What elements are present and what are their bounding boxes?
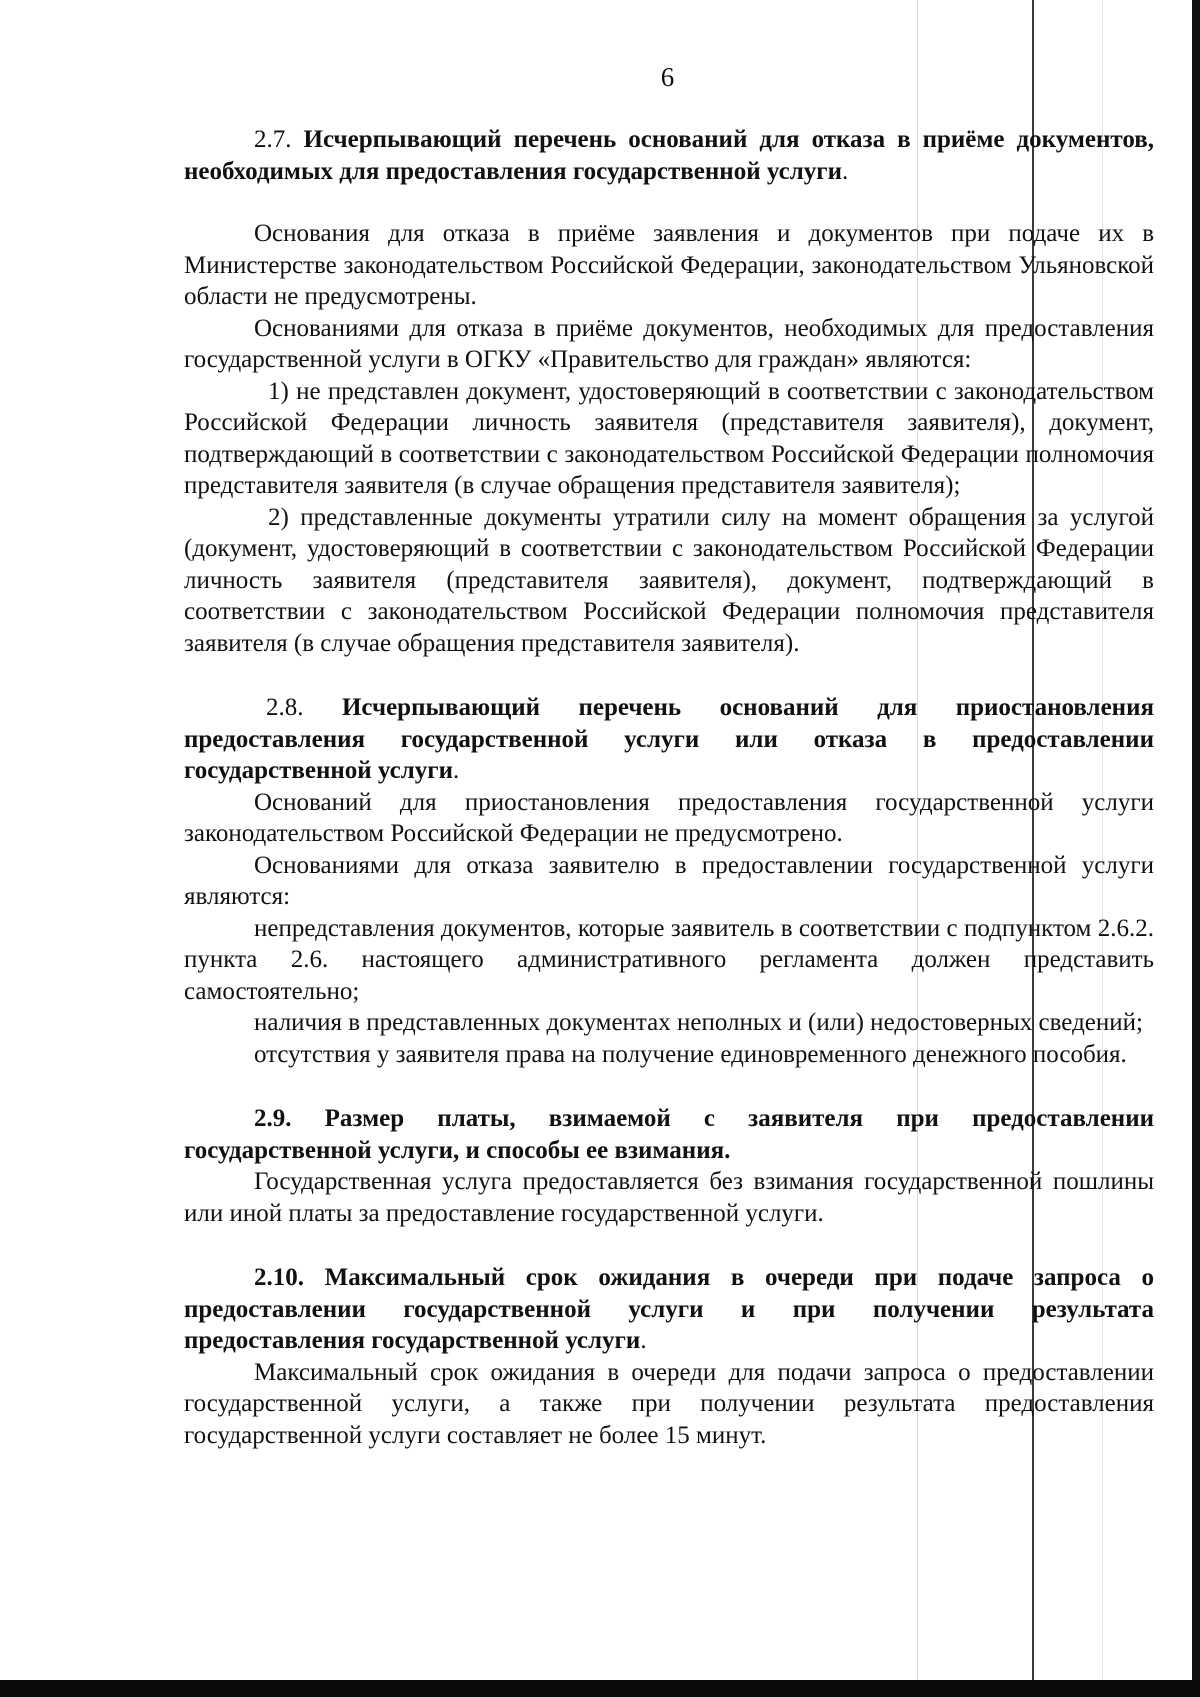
section-number: 2.8. [266, 694, 304, 721]
paragraph: Максимальный срок ожидания в очереди для подачи запроса о предоставлении государственной услуги, а также при получении результата предоставления государственной услуги составляет не более 15 минут. [184, 1358, 1154, 1449]
section-heading-2-9 [184, 1103, 1154, 1166]
paragraph: Государственная услуга предоставляется без взимания государственной пошлины или иной платы за предоставление государственной услуги. [184, 1168, 1154, 1227]
section-heading-2-10: 2.10. Максимальный срок ожидания в очереди при подаче запроса о предоставлении государственной услуги и при получении результата предоставления государственной услуги. [184, 1264, 1154, 1354]
section-title: Размер платы, взимаемой с заявителя при предоставлении государственной услуги, и способы ее взимания. [184, 1105, 1154, 1164]
section-heading-2-8: 2.8. Исчерпывающий перечень оснований для приостановления предоставления государственной услуги или отказа в предоставлении государственной услуги. [184, 694, 1155, 784]
section-title: Исчерпывающий перечень оснований для приостановления предоставления государственной услуги или отказа в предоставлении государственной услуги [184, 694, 1155, 784]
paragraph: Оснований для приостановления предоставления государственной услуги законодательством Российской Федерации не предусмотрено. [184, 788, 1154, 847]
page-number: 6 [660, 62, 675, 92]
list-item: отсутствия у заявителя права на получение единовременного денежного пособия. [254, 1040, 1127, 1068]
paragraph: Основаниями для отказа заявителю в предоставлении государственной услуги являются: [184, 851, 1154, 910]
scan-edge [1192, 0, 1200, 1697]
paragraph: Основаниями для отказа в приёме документов, необходимых для предоставления государственной услуги в ОГКУ «Правительство для граждан» являются: [184, 314, 1154, 373]
list-item: 2) представленные документы утратили силу на момент обращения за услугой (документ, удостоверяющий в соответствии с законодательством Российской Федерации личность заявителя (представителя заявителя), документ, подтверждающий в соответствии с законодательством Российской Федерации полномочия представителя заявителя (в случае обращения представителя заявителя). [184, 503, 1154, 657]
list-item: 1) не представлен документ, удостоверяющий в соответствии с законодательством Российской Федерации личность заявителя (представителя заявителя), документ, подтверждающий в соответствии с законодательством Российской Федерации полномочия представителя заявителя (в случае обращения представителя заявителя); [184, 377, 1154, 499]
section-title: Исчерпывающий перечень оснований для отказа в приёме документов, необходимых для предоставления государственной услуги [184, 126, 1154, 185]
section-number: 2.9. [254, 1105, 292, 1132]
scan-bottom-edge [0, 1680, 1200, 1697]
section-heading-2-7: 2.7. Исчерпывающий перечень оснований для отказа в приёме документов, необходимых для предоставления государственной услуги. [184, 126, 1154, 185]
section-number: 2.7. [254, 126, 292, 153]
list-item: непредставления документов, которые заявитель в соответствии с подпунктом 2.6.2. пункта 2.6. настоящего административного регламента должен представить самостоятельно; [184, 914, 1154, 1005]
list-item: наличия в представленных документах неполных и (или) недостоверных сведений; [254, 1009, 1143, 1036]
paragraph: Основания для отказа в приёме заявления и документов при подаче их в Министерстве законодательством Российской Федерации, законодательством Ульяновской области не предусмотрены. [184, 220, 1154, 310]
section-number: 2.10. [254, 1264, 304, 1291]
section-title: Максимальный срок ожидания в очереди при подаче запроса о предоставлении государственной услуги и при получении результата предоставления государственной услуги [184, 1264, 1154, 1354]
document-body [184, 124, 1154, 1451]
